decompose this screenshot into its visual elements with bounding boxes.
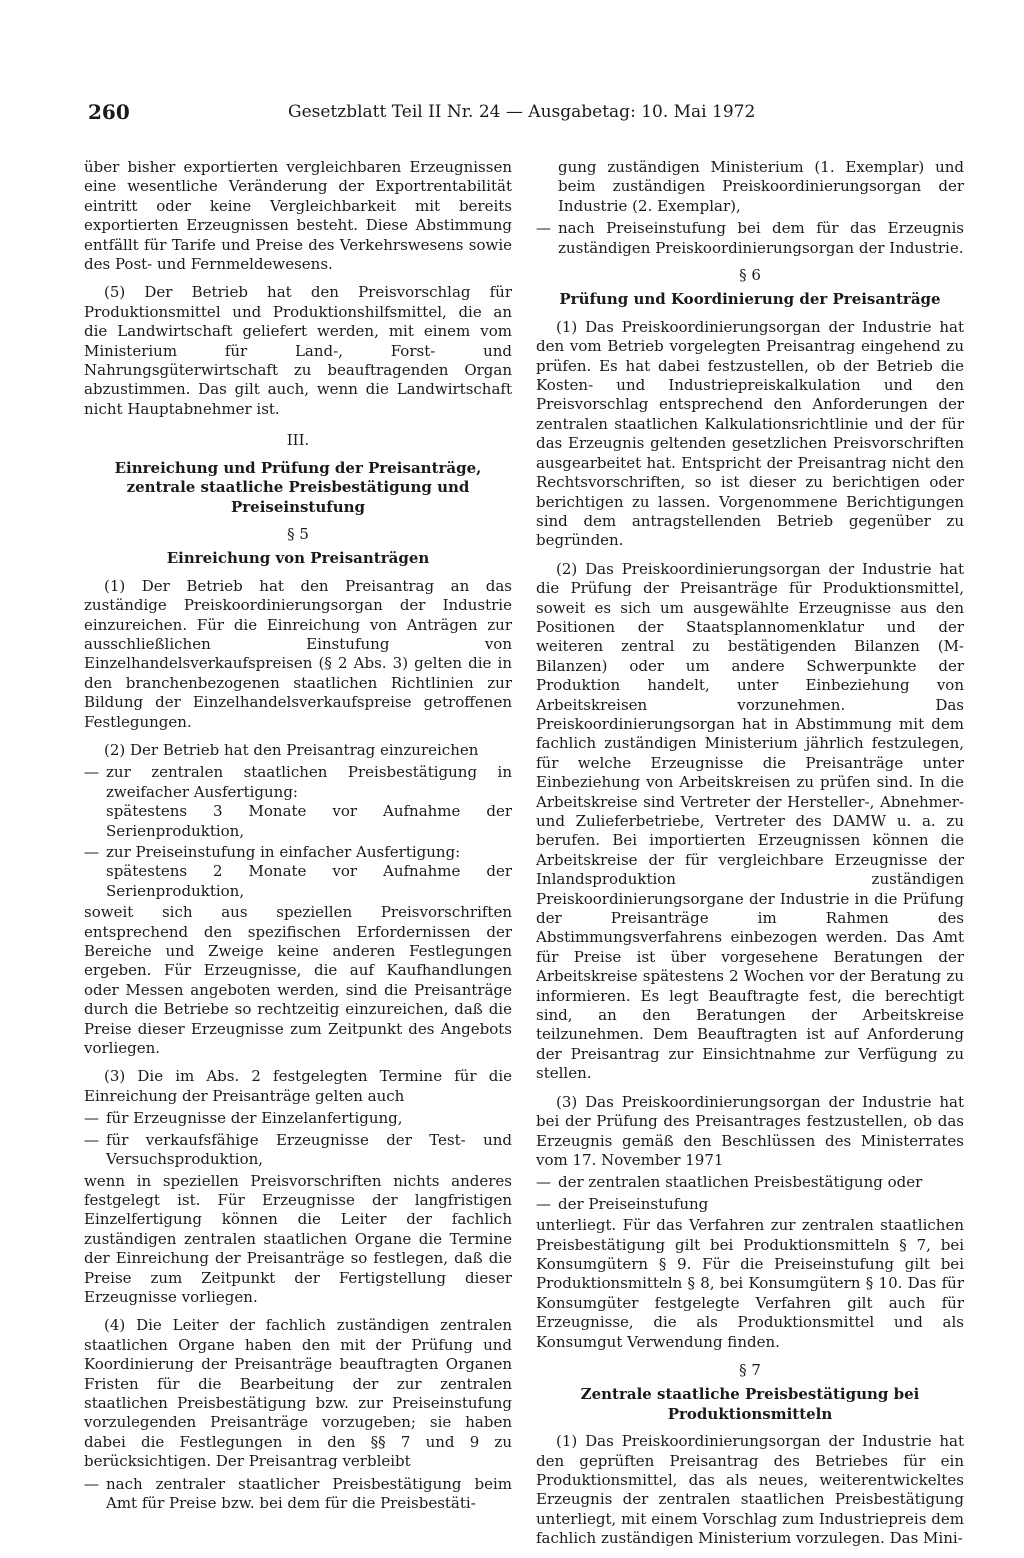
dash: — bbox=[536, 1194, 551, 1213]
dash: — bbox=[536, 219, 551, 238]
paragraph: (2) Der Betrieb hat den Preisantrag einzureichen bbox=[104, 740, 479, 759]
dash: — bbox=[536, 1173, 551, 1192]
list-item-text: spätestens 3 Monate vor Aufnahme der Serienproduktion, bbox=[106, 802, 512, 840]
list-item bbox=[84, 1109, 512, 1128]
list-item-text: der zentralen staatlichen Preisbestätigung oder bbox=[558, 1173, 923, 1192]
paragraph: (5) Der Betrieb hat den Preisvorschlag für Produktionsmittel und Produktionshilfsmittel, die an die Landwirtschaft geliefert werden, mit einem vom Ministerium für Land-, Forst- und Nahrungsgüterwirtschaft zu beauftragenden Organ abzustimmen. Das gilt auch, wenn die Landwirtschaft nicht Hauptabnehmer ist. bbox=[84, 283, 512, 418]
list-item bbox=[84, 1475, 512, 1514]
part-number: III. bbox=[286, 431, 310, 450]
list-item bbox=[84, 763, 512, 841]
paragraph: (1) Der Betrieb hat den Preisantrag an das zuständige Preiskoordinierungsorgan der Industrie einzureichen. Für die Einreichung von Anträgen zur ausschließlichen Einstufung von Einzelhandelsverkaufspreisen (§ 2 Abs. 3) gelten die in den branchenbezogenen staatlichen Richtlinien zur Bildung der Einzelhandelsverkaufspreise getroffenen Festlegungen. bbox=[84, 576, 512, 731]
section-title: Prüfung und Koordinierung der Preisanträge bbox=[559, 290, 941, 309]
paragraph: (1) Das Preiskoordinierungsorgan der Industrie hat den geprüften Preisantrag des Betriebes für ein Produktionsmittel, das als neues, weiterentwickeltes Erzeugnis der zentralen staatlichen Preisbestätigung unterliegt, mit einem Vorschlag zum Industriepreis dem fachlich zuständigen Ministerium vorzulegen. Das Mini- bbox=[536, 1432, 964, 1548]
dash: — bbox=[84, 1109, 99, 1128]
paragraph: gung zuständigen Ministerium (1. Exemplar) und beim zuständigen Preiskoordinierungsorgan der Industrie (2. Exemplar), bbox=[558, 158, 964, 215]
paragraph: (4) Die Leiter der fachlich zuständigen zentralen staatlichen Organe haben den mit der Prüfung und Koordinierung der Preisanträge beauftragten Organen Fristen für die Bearbeitung der zur zentralen staatlichen Preisbestätigung bzw. zur Preiseinstufung vorzulegenden Preisanträge vorzugeben; sie haben dabei die Festlegungen in den §§ 7 und 9 zu berücksichtigen. Der Preisantrag verbleibt bbox=[84, 1316, 512, 1471]
section-sign: § 5 bbox=[287, 524, 309, 543]
section-sign: § 7 bbox=[739, 1360, 761, 1379]
paragraph: über bisher exportierten vergleichbaren Erzeugnissen eine wesentliche Veränderung der Exportrentabilität eintritt oder keine Vergleichbarkeit mit bereits exportierten Erzeugnissen besteht. Diese Abstimmung entfällt für Tarife und Preise des Verkehrswesens sowie des Post- und Fernmeldewesens. bbox=[84, 158, 512, 274]
list-item-text: für verkaufsfähige Erzeugnisse der Test- und Versuchsproduktion, bbox=[106, 1130, 512, 1169]
list-item-text: spätestens 2 Monate vor Aufnahme der Serienproduktion, bbox=[106, 862, 512, 900]
list-item bbox=[536, 1173, 964, 1192]
list-item-text: nach Preiseinstufung bei dem für das Erzeugnis zuständigen Preiskoordinierungsorgan der Industrie. bbox=[558, 219, 964, 257]
list-item-text: der Preiseinstufung bbox=[558, 1194, 709, 1213]
left-column bbox=[84, 158, 512, 1515]
paragraph: (2) Das Preiskoordinierungsorgan der Industrie hat die Prüfung der Preisanträge für Produktionsmittel, soweit es sich um ausgewählte Erzeugnisse aus den Positionen der Staatsplannomenklatur und der weiteren zentral zu bestätigenden Bilanzen (M-Bilanzen) oder um andere Schwerpunkte der Produktion handelt, unter Einbeziehung von Arbeitskreisen vorzunehmen. Das Preiskoordinierungsorgan hat in Abstimmung mit dem fachlich zuständigen Ministerium jährlich festzulegen, für welche Erzeugnisse die Preisanträge unter Einbeziehung von Arbeitskreisen zu prüfen sind. In die Arbeitskreise sind Vertreter der Hersteller-, Abnehmer- und Zulieferbetriebe, Vertreter des DAMW u. a. zu berufen. Bei importierten Erzeugnissen können die Arbeitskreise der für vergleichbare Erzeugnisse der Inlandsproduktion zuständigen Preiskoordinierungsorgane der Industrie in die Prüfung der Preisanträge im Rahmen des Abstimmungsverfahrens einbezogen werden. Das Amt für Preise ist über vorgesehene Beratungen der Arbeitskreise spätestens 2 Wochen vor der Beratung zu informieren. Es legt Beauftragte fest, die berechtigt sind, an den Beratungen der Arbeitskreise teilzunehmen. Dem Beauftragten ist auf Anforderung der Preisantrag zur Einsichtnahme zur Verfügung zu stellen. bbox=[536, 559, 964, 1083]
section-title: Einreichung von Preisanträgen bbox=[166, 549, 430, 568]
dash: — bbox=[84, 1474, 99, 1493]
section-sign: § 6 bbox=[739, 266, 761, 285]
list-item bbox=[84, 1131, 512, 1170]
paragraph: soweit sich aus speziellen Preisvorschriften entsprechend den spezifischen Erfordernissen der Bereiche und Zweige keine anderen Festlegungen ergeben. Für Erzeugnisse, die auf Kaufhandlungen oder Messen angeboten werden, sind die Preisanträge durch die Betriebe so rechtzeitig einzureichen, daß die Preise dieser Erzeugnisse zum Zeitpunkt des Angebots vorliegen. bbox=[84, 903, 512, 1058]
paragraph: unterliegt. Für das Verfahren zur zentralen staatlichen Preisbestätigung gilt bei Produktionsmitteln § 7, bei Konsumgütern § 9. Für die Preiseinstufung gilt bei Produktionsmitteln § 8, bei Konsumgütern § 10. Das für Konsumgüter festgelegte Verfahren gilt auch für Erzeugnisse, die als Produktionsmittel und als Konsumgut Verwendung finden. bbox=[536, 1216, 964, 1351]
page-number: 260 bbox=[88, 100, 130, 124]
list-item-text: zur zentralen staatlichen Preisbestätigung in zweifacher Ausfertigung: bbox=[106, 763, 512, 801]
dash: — bbox=[84, 1130, 99, 1149]
paragraph: (3) Das Preiskoordinierungsorgan der Industrie hat bei der Prüfung des Preisantrages festzustellen, ob das Erzeugnis gemäß den Beschlüssen des Ministerrates vom 17. November 1971 bbox=[536, 1092, 964, 1169]
section-title: Zentrale staatliche Preisbestätigung bei Produktionsmitteln bbox=[580, 1385, 920, 1423]
list-item bbox=[536, 219, 964, 258]
paragraph: wenn in speziellen Preisvorschriften nichts anderes festgelegt ist. Für Erzeugnisse der langfristigen Einzelfertigung können die Leiter der fachlich zuständigen zentralen staatlichen Organe die Termine der Einreichung der Preisanträge so festlegen, daß die Preise zum Zeitpunkt der Fertigstellung dieser Erzeugnisse vorliegen. bbox=[84, 1171, 512, 1306]
list-item-text: nach zentraler staatlicher Preisbestätigung beim Amt für Preise bzw. bei dem für die Preisbestäti- bbox=[106, 1474, 512, 1512]
dash: — bbox=[84, 763, 99, 782]
running-head: Gesetzblatt Teil II Nr. 24 — Ausgabetag: 10. Mai 1972 bbox=[288, 102, 756, 122]
right-column bbox=[536, 158, 964, 1558]
dash: — bbox=[84, 843, 99, 861]
paragraph: (3) Die im Abs. 2 festgelegten Termine für die Einreichung der Preisanträge gelten auch bbox=[84, 1067, 512, 1105]
section-heading: Einreichung und Prüfung der Preisanträge, zentrale staatliche Preisbestätigung und Preiseinstufung bbox=[114, 458, 482, 516]
list-item bbox=[536, 1195, 964, 1214]
list-item-text: für Erzeugnisse der Einzelanfertigung, bbox=[106, 1109, 403, 1128]
list-item-text: zur Preiseinstufung in einfacher Ausfertigung: bbox=[106, 843, 461, 861]
paragraph: (1) Das Preiskoordinierungsorgan der Industrie hat den vom Betrieb vorgelegten Preisantrag eingehend zu prüfen. Es hat dabei festzustellen, ob der Betrieb die Kosten- und Industriepreiskalkulation und den Preisvorschlag entsprechend den Anforderungen der zentralen staatlichen Kalkulationsrichtlinie und der für das Erzeugnis geltenden gesetzlichen Preisvorschriften ausgearbeitet hat. Entspricht der Preisantrag nicht den Rechtsvorschriften, so ist dieser zu berichtigen oder berichtigen zu lassen. Vorgenommene Berichtigungen sind dem antragstellenden Betrieb gegenüber zu begründen. bbox=[536, 317, 964, 550]
page-header bbox=[88, 100, 968, 130]
list-item bbox=[84, 843, 512, 901]
